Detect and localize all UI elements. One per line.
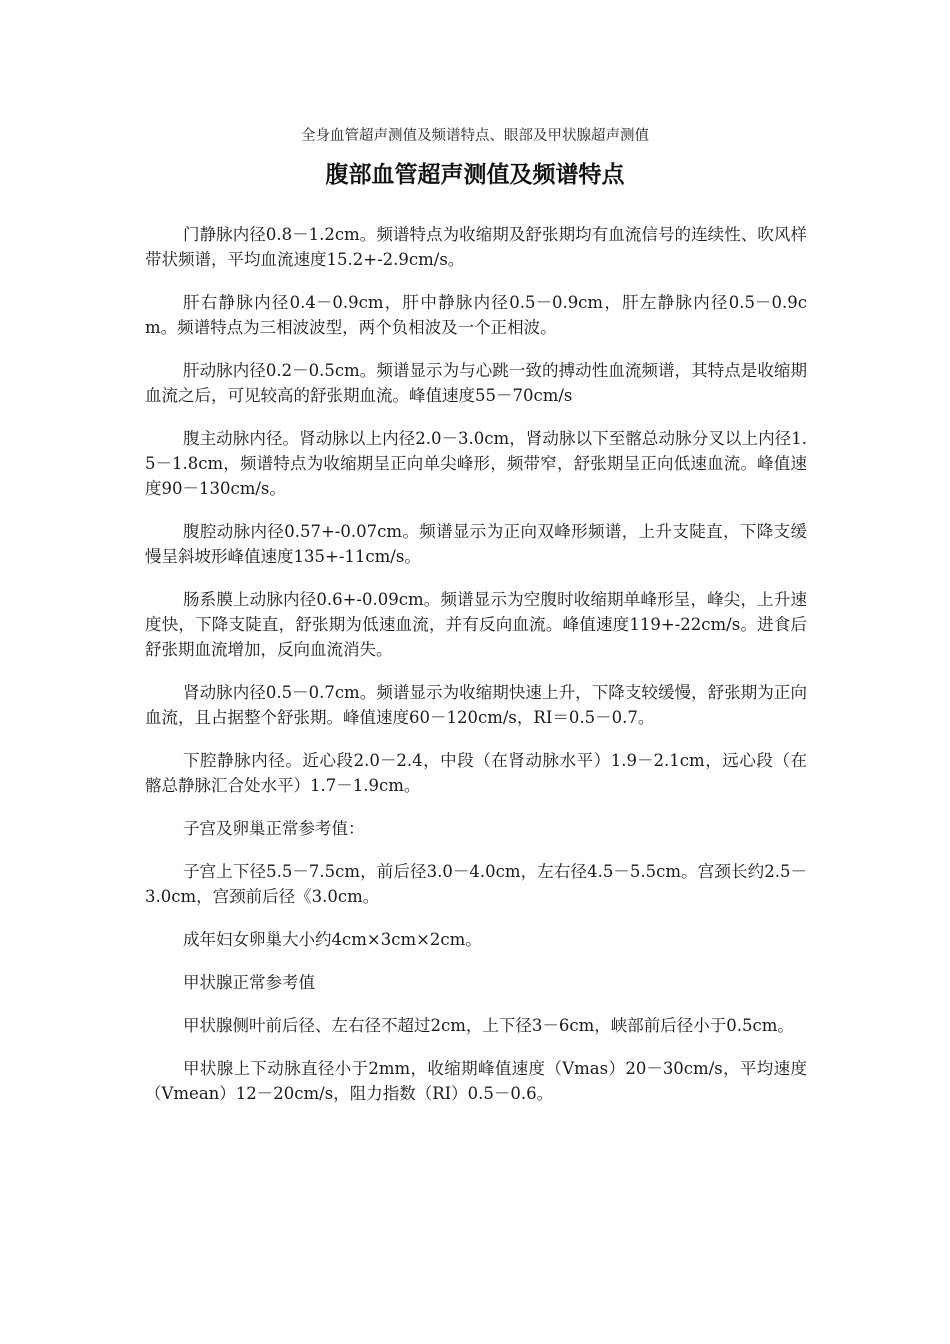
paragraph-thyroid-size: 甲状腺侧叶前后径、左右径不超过2cm，上下径3－6cm，峡部前后径小于0.5cm。 xyxy=(183,1016,794,1035)
paragraph-portal-vein: 门静脉内径0.8－1.2cm。频谱特点为收缩期及舒张期均有血流信号的连续性、吹风样带状频谱，平均血流速度15.2+-2.9cm/s。 xyxy=(145,225,807,269)
paragraph-uterus-ovary-heading: 子宫及卵巢正常参考值： xyxy=(183,819,365,838)
paragraph-abdominal-aorta: 腹主动脉内径。肾动脉以上内径2.0－3.0cm，肾动脉以下至髂总动脉分叉以上内径1.5－1.8cm，频谱特点为收缩期呈正向单尖峰形，频带窄，舒张期呈正向低速血流。峰值速度90－130cm/s。 xyxy=(145,429,807,498)
paragraph-thyroid-heading: 甲状腺正常参考值 xyxy=(183,973,315,992)
paragraph-thyroid-arteries: 甲状腺上下动脉直径小于2mm，收缩期峰值速度（Vmas）20－30cm/s，平均速度（Vmean）12－20cm/s，阻力指数（RI）0.5－0.6。 xyxy=(145,1059,807,1103)
paragraph-hepatic-veins: 肝右静脉内径0.4－0.9cm，肝中静脉内径0.5－0.9cm，肝左静脉内径0.5－0.9cm。频谱特点为三相波波型，两个负相波及一个正相波。 xyxy=(145,293,807,337)
paragraph-celiac-artery: 腹腔动脉内径0.57+-0.07cm。频谱显示为正向双峰形频谱，上升支陡直，下降支缓慢呈斜坡形峰值速度135+-11cm/s。 xyxy=(145,522,807,566)
document-title: 腹部血管超声测值及频谱特点 xyxy=(325,162,625,188)
document-body xyxy=(145,222,807,1124)
paragraph-renal-artery: 肾动脉内径0.5－0.7cm。频谱显示为收缩期快速上升，下降支较缓慢，舒张期为正向血流，且占据整个舒张期。峰值速度60－120cm/s，RI＝0.5－0.7。 xyxy=(145,683,807,727)
paragraph-ovary-size: 成年妇女卵巢大小约4cm×3cm×2cm。 xyxy=(183,930,482,949)
paragraph-superior-mesenteric-artery: 肠系膜上动脉内径0.6+-0.09cm。频谱显示为空腹时收缩期单峰形呈，峰尖，上升速度快，下降支陡直，舒张期为低速血流，并有反向血流。峰值速度119+-22cm/s。进食后舒张期血流增加，反向血流消失。 xyxy=(145,590,807,659)
paragraph-inferior-vena-cava: 下腔静脉内径。近心段2.0－2.4，中段（在肾动脉水平）1.9－2.1cm，远心段（在髂总静脉汇合处水平）1.7－1.9cm。 xyxy=(145,751,807,795)
paragraph-uterus-size: 子宫上下径5.5－7.5cm，前后径3.0－4.0cm，左右径4.5－5.5cm。宫颈长约2.5－3.0cm，宫颈前后径《3.0cm。 xyxy=(145,862,807,906)
document-header: 全身血管超声测值及频谱特点、眼部及甲状腺超声测值 xyxy=(301,128,649,144)
paragraph-hepatic-artery: 肝动脉内径0.2－0.5cm。频谱显示为与心跳一致的搏动性血流频谱，其特点是收缩期血流之后，可见较高的舒张期血流。峰值速度55－70cm/s xyxy=(145,361,807,405)
